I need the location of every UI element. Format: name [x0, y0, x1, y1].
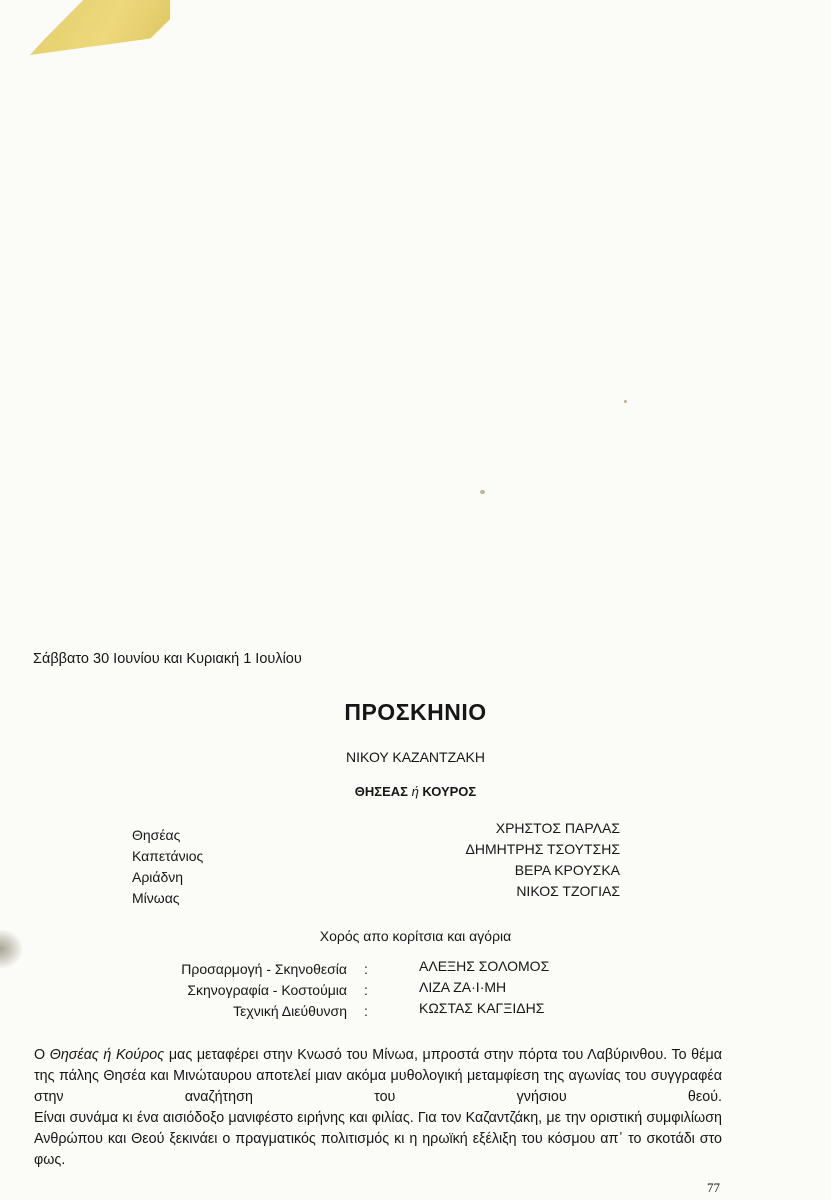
cast-actors: [466, 818, 620, 902]
actor-name: ΔΗΜΗΤΡΗΣ ΤΣΟΥΤΣΗΣ: [465, 841, 620, 857]
role-name: Αριάδνη: [132, 869, 184, 885]
crew-functions: [181, 959, 347, 1022]
crew-function: Προσαρμογή - Σκηνοθεσία: [181, 961, 347, 977]
crew-separator: :: [364, 982, 368, 998]
description-title: Θησέας ή Κούρος: [49, 1047, 165, 1063]
role-name: Θησέας: [132, 827, 181, 843]
description-text: μας μεταφέρει στην Κνωσό του Μίνωα, μπροστά στην πόρτα του Λαβύρινθου. Το θέμα της πάλης Θησέα και Μινώταυρου αποτελεί μιαν ακόμα μυθολογική μεταμφίεση της αγωνίας του συγγραφέα στην αναζήτηση του γνήσιου θεού.: [34, 1047, 723, 1105]
play-title-or: ή: [411, 784, 419, 799]
crew-name: ΑΛΕΞΗΣ ΣΟΛΟΜΟΣ: [419, 958, 550, 974]
description-prefix: Ο: [34, 1047, 50, 1063]
company-title: ΠΡΟΣΚΗΝΙΟ: [344, 699, 487, 725]
play-title: [0, 784, 831, 799]
actor-name: ΝΙΚΟΣ ΤΖΟΓΙΑΣ: [516, 883, 620, 899]
play-title-part1: ΘΗΣΕΑΣ: [354, 784, 408, 799]
tape-stain: [30, 0, 170, 55]
actor-name: ΒΕΡΑ ΚΡΟΥΣΚΑ: [514, 862, 620, 878]
actor-name: ΧΡΗΣΤΟΣ ΠΑΡΛΑΣ: [495, 820, 620, 836]
event-date: Σάββατο 30 Ιουνίου και Κυριακή 1 Ιουλίου: [33, 651, 302, 667]
crew-function: Τεχνική Διεύθυνση: [233, 1003, 347, 1019]
chorus-line: Χορός απο κορίτσια και αγόρια: [319, 928, 512, 944]
cast-roles: [132, 825, 203, 909]
role-name: Μίνωας: [132, 890, 180, 906]
play-title-part2: ΚΟΥΡΟΣ: [422, 784, 477, 799]
description: [34, 1045, 722, 1171]
crew-name: ΚΩΣΤΑΣ ΚΑΓΞΙΔΗΣ: [419, 1000, 545, 1016]
crew-separators: [364, 959, 368, 1022]
crew-separator: :: [364, 961, 368, 977]
crew-separator: :: [364, 1003, 368, 1019]
crew-name: ΛΙΖΑ ΖΑ·Ι·ΜΗ: [419, 979, 507, 995]
crew-function: Σκηνογραφία - Κοστούμια: [187, 982, 347, 998]
description-paragraph-2: Είναι συνάμα κι ένα αισιόδοξο μανιφέστο ειρήνης και φιλίας. Για τον Καζαντζάκη, με την οριστική συμφιλίωση Ανθρώπου και Θεού ξεκινάει ο πραγματικός πολιτισμός κι η ηρωϊκή εξέλιξη του κόσμου απ᾽ το σκοτάδι στο φως.: [34, 1110, 722, 1168]
crew-names: [419, 956, 549, 1019]
role-name: Καπετάνιος: [132, 848, 204, 864]
author-name: ΝΙΚΟΥ ΚΑΖΑΝΤΖΑΚΗ: [346, 749, 485, 765]
page-number: 77: [707, 1180, 720, 1195]
description-paragraph-1: [34, 1045, 722, 1108]
paper-speck: [624, 400, 627, 403]
paper-speck: [480, 490, 485, 494]
